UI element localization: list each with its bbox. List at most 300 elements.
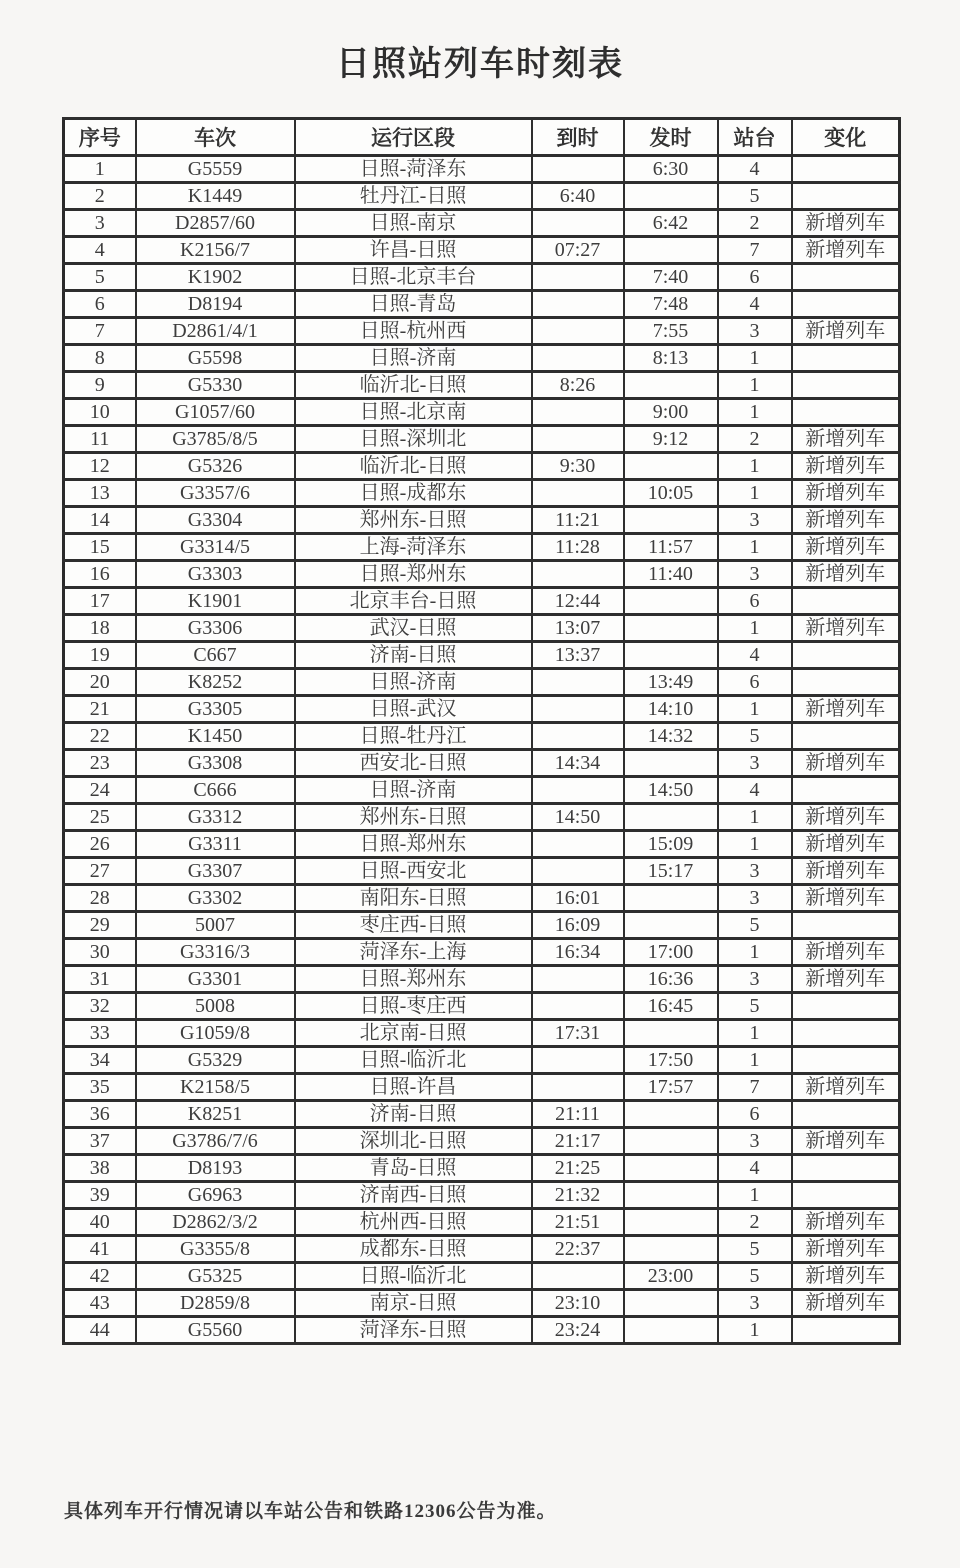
table-row: [64, 291, 900, 318]
table-row: [64, 804, 900, 831]
cell-change: 新增列车: [792, 1290, 900, 1317]
cell-index: 9: [64, 372, 136, 399]
cell-train-no: G3355/8: [136, 1236, 295, 1263]
cell-index: 1: [64, 156, 136, 183]
cell-route: 临沂北-日照: [295, 453, 532, 480]
cell-route: 南京-日照: [295, 1290, 532, 1317]
cell-train-no: K2158/5: [136, 1074, 295, 1101]
cell-arrival: [532, 1074, 624, 1101]
cell-route: 日照-武汉: [295, 696, 532, 723]
cell-route: 枣庄西-日照: [295, 912, 532, 939]
cell-change: [792, 1317, 900, 1344]
cell-arrival: [532, 345, 624, 372]
cell-change: [792, 777, 900, 804]
cell-platform: 5: [718, 183, 792, 210]
cell-index: 10: [64, 399, 136, 426]
table-row: [64, 345, 900, 372]
cell-route: 南阳东-日照: [295, 885, 532, 912]
cell-arrival: 13:37: [532, 642, 624, 669]
table-row: [64, 993, 900, 1020]
cell-departure: 23:00: [624, 1263, 718, 1290]
cell-platform: 1: [718, 615, 792, 642]
cell-departure: [624, 507, 718, 534]
cell-train-no: K1902: [136, 264, 295, 291]
cell-train-no: D2861/4/1: [136, 318, 295, 345]
table-row: [64, 1074, 900, 1101]
cell-change: 新增列车: [792, 1128, 900, 1155]
cell-arrival: [532, 318, 624, 345]
cell-arrival: 17:31: [532, 1020, 624, 1047]
cell-train-no: G5325: [136, 1263, 295, 1290]
cell-platform: 1: [718, 939, 792, 966]
cell-platform: 1: [718, 1020, 792, 1047]
cell-train-no: G3305: [136, 696, 295, 723]
cell-index: 22: [64, 723, 136, 750]
cell-index: 23: [64, 750, 136, 777]
cell-index: 2: [64, 183, 136, 210]
cell-index: 24: [64, 777, 136, 804]
col-header-train-no: 车次: [136, 119, 295, 156]
table-row: [64, 372, 900, 399]
cell-train-no: G5329: [136, 1047, 295, 1074]
cell-change: [792, 345, 900, 372]
cell-index: 40: [64, 1209, 136, 1236]
cell-route: 日照-临沂北: [295, 1047, 532, 1074]
cell-route: 日照-北京丰台: [295, 264, 532, 291]
cell-platform: 7: [718, 237, 792, 264]
cell-train-no: G3786/7/6: [136, 1128, 295, 1155]
cell-departure: 9:00: [624, 399, 718, 426]
cell-departure: 11:57: [624, 534, 718, 561]
cell-departure: [624, 912, 718, 939]
cell-train-no: K8251: [136, 1101, 295, 1128]
cell-index: 3: [64, 210, 136, 237]
cell-departure: [624, 1182, 718, 1209]
cell-index: 32: [64, 993, 136, 1020]
table-row: [64, 453, 900, 480]
cell-route: 杭州西-日照: [295, 1209, 532, 1236]
col-header-index: 序号: [64, 119, 136, 156]
cell-route: 日照-南京: [295, 210, 532, 237]
cell-departure: [624, 372, 718, 399]
cell-arrival: [532, 831, 624, 858]
table-row: [64, 399, 900, 426]
cell-train-no: C666: [136, 777, 295, 804]
cell-train-no: D2859/8: [136, 1290, 295, 1317]
cell-train-no: K1901: [136, 588, 295, 615]
cell-arrival: 11:28: [532, 534, 624, 561]
cell-departure: 7:48: [624, 291, 718, 318]
cell-platform: 2: [718, 1209, 792, 1236]
cell-change: 新增列车: [792, 615, 900, 642]
cell-route: 日照-济南: [295, 669, 532, 696]
cell-index: 13: [64, 480, 136, 507]
cell-change: [792, 993, 900, 1020]
cell-arrival: [532, 1047, 624, 1074]
table-row: [64, 1236, 900, 1263]
cell-departure: [624, 804, 718, 831]
cell-platform: 3: [718, 561, 792, 588]
cell-route: 郑州东-日照: [295, 804, 532, 831]
cell-train-no: G5560: [136, 1317, 295, 1344]
cell-arrival: 6:40: [532, 183, 624, 210]
cell-departure: [624, 1020, 718, 1047]
table-row: [64, 858, 900, 885]
cell-departure: [624, 750, 718, 777]
page-title: 日照站列车时刻表: [336, 44, 624, 84]
cell-route: 上海-菏泽东: [295, 534, 532, 561]
cell-arrival: 8:26: [532, 372, 624, 399]
cell-index: 36: [64, 1101, 136, 1128]
cell-departure: 7:40: [624, 264, 718, 291]
cell-route: 武汉-日照: [295, 615, 532, 642]
cell-train-no: G5330: [136, 372, 295, 399]
cell-change: 新增列车: [792, 426, 900, 453]
cell-arrival: [532, 561, 624, 588]
cell-departure: [624, 453, 718, 480]
cell-index: 4: [64, 237, 136, 264]
cell-train-no: K2156/7: [136, 237, 295, 264]
cell-index: 16: [64, 561, 136, 588]
cell-route: 日照-济南: [295, 345, 532, 372]
cell-departure: [624, 1209, 718, 1236]
cell-index: 20: [64, 669, 136, 696]
cell-change: 新增列车: [792, 885, 900, 912]
cell-departure: [624, 1236, 718, 1263]
cell-arrival: 14:34: [532, 750, 624, 777]
cell-index: 37: [64, 1128, 136, 1155]
cell-departure: 14:50: [624, 777, 718, 804]
cell-index: 15: [64, 534, 136, 561]
table-row: [64, 1182, 900, 1209]
cell-departure: 8:13: [624, 345, 718, 372]
table-row: [64, 669, 900, 696]
cell-change: [792, 183, 900, 210]
table-body: [64, 156, 900, 1344]
table-row: [64, 561, 900, 588]
table-row: [64, 1020, 900, 1047]
table-row: [64, 1128, 900, 1155]
cell-platform: 3: [718, 507, 792, 534]
cell-arrival: [532, 1263, 624, 1290]
cell-train-no: G3357/6: [136, 480, 295, 507]
cell-route: 郑州东-日照: [295, 507, 532, 534]
cell-route: 深圳北-日照: [295, 1128, 532, 1155]
cell-train-no: D8194: [136, 291, 295, 318]
cell-train-no: G3316/3: [136, 939, 295, 966]
cell-change: [792, 912, 900, 939]
cell-index: 42: [64, 1263, 136, 1290]
cell-platform: 5: [718, 723, 792, 750]
cell-change: 新增列车: [792, 453, 900, 480]
cell-platform: 6: [718, 669, 792, 696]
cell-change: 新增列车: [792, 1209, 900, 1236]
cell-route: 成都东-日照: [295, 1236, 532, 1263]
cell-train-no: G3314/5: [136, 534, 295, 561]
cell-train-no: C667: [136, 642, 295, 669]
cell-platform: 3: [718, 1290, 792, 1317]
cell-platform: 5: [718, 993, 792, 1020]
cell-train-no: D2857/60: [136, 210, 295, 237]
cell-train-no: G3303: [136, 561, 295, 588]
cell-change: 新增列车: [792, 534, 900, 561]
table-row: [64, 966, 900, 993]
cell-platform: 3: [718, 885, 792, 912]
table-row: [64, 696, 900, 723]
cell-route: 北京南-日照: [295, 1020, 532, 1047]
cell-route: 牡丹江-日照: [295, 183, 532, 210]
cell-index: 6: [64, 291, 136, 318]
cell-departure: 16:36: [624, 966, 718, 993]
cell-change: 新增列车: [792, 696, 900, 723]
table-row: [64, 507, 900, 534]
table-row: [64, 210, 900, 237]
cell-index: 43: [64, 1290, 136, 1317]
table-row: [64, 588, 900, 615]
cell-train-no: K8252: [136, 669, 295, 696]
cell-platform: 7: [718, 1074, 792, 1101]
cell-departure: 13:49: [624, 669, 718, 696]
train-timetable: [62, 117, 901, 1345]
cell-arrival: 12:44: [532, 588, 624, 615]
cell-change: [792, 642, 900, 669]
cell-index: 11: [64, 426, 136, 453]
cell-arrival: [532, 399, 624, 426]
table-row: [64, 723, 900, 750]
cell-train-no: 5007: [136, 912, 295, 939]
col-header-platform: 站台: [718, 119, 792, 156]
cell-route: 日照-北京南: [295, 399, 532, 426]
cell-departure: 6:30: [624, 156, 718, 183]
cell-route: 日照-杭州西: [295, 318, 532, 345]
cell-index: 39: [64, 1182, 136, 1209]
cell-departure: [624, 588, 718, 615]
cell-platform: 6: [718, 264, 792, 291]
cell-change: [792, 723, 900, 750]
cell-index: 27: [64, 858, 136, 885]
cell-platform: 1: [718, 345, 792, 372]
cell-change: [792, 372, 900, 399]
cell-change: 新增列车: [792, 804, 900, 831]
cell-platform: 3: [718, 966, 792, 993]
cell-arrival: 16:01: [532, 885, 624, 912]
cell-platform: 4: [718, 291, 792, 318]
cell-train-no: G3311: [136, 831, 295, 858]
cell-train-no: G5326: [136, 453, 295, 480]
cell-arrival: [532, 696, 624, 723]
cell-route: 青岛-日照: [295, 1155, 532, 1182]
cell-platform: 1: [718, 453, 792, 480]
cell-platform: 3: [718, 858, 792, 885]
cell-arrival: 14:50: [532, 804, 624, 831]
header-row: [64, 119, 900, 156]
cell-arrival: [532, 426, 624, 453]
cell-departure: 9:12: [624, 426, 718, 453]
cell-train-no: K1450: [136, 723, 295, 750]
cell-departure: [624, 615, 718, 642]
cell-change: [792, 1155, 900, 1182]
cell-train-no: G3307: [136, 858, 295, 885]
cell-route: 日照-临沂北: [295, 1263, 532, 1290]
cell-change: 新增列车: [792, 1074, 900, 1101]
cell-train-no: G1059/8: [136, 1020, 295, 1047]
cell-train-no: G3308: [136, 750, 295, 777]
cell-change: 新增列车: [792, 966, 900, 993]
cell-index: 5: [64, 264, 136, 291]
cell-change: [792, 588, 900, 615]
table-row: [64, 1317, 900, 1344]
cell-change: [792, 669, 900, 696]
cell-change: [792, 1020, 900, 1047]
cell-index: 25: [64, 804, 136, 831]
table-row: [64, 939, 900, 966]
cell-route: 日照-济南: [295, 777, 532, 804]
cell-platform: 1: [718, 534, 792, 561]
cell-platform: 1: [718, 696, 792, 723]
cell-change: 新增列车: [792, 750, 900, 777]
cell-arrival: [532, 210, 624, 237]
cell-index: 33: [64, 1020, 136, 1047]
cell-change: [792, 399, 900, 426]
cell-route: 日照-深圳北: [295, 426, 532, 453]
cell-arrival: 21:17: [532, 1128, 624, 1155]
cell-route: 日照-郑州东: [295, 561, 532, 588]
col-header-route: 运行区段: [295, 119, 532, 156]
cell-route: 菏泽东-日照: [295, 1317, 532, 1344]
cell-platform: 1: [718, 1047, 792, 1074]
cell-departure: [624, 183, 718, 210]
cell-arrival: 16:09: [532, 912, 624, 939]
table-row: [64, 264, 900, 291]
table-row: [64, 1101, 900, 1128]
cell-index: 7: [64, 318, 136, 345]
cell-index: 17: [64, 588, 136, 615]
cell-route: 日照-郑州东: [295, 966, 532, 993]
cell-arrival: [532, 480, 624, 507]
cell-arrival: [532, 966, 624, 993]
cell-index: 19: [64, 642, 136, 669]
cell-departure: 6:42: [624, 210, 718, 237]
cell-route: 日照-郑州东: [295, 831, 532, 858]
cell-change: 新增列车: [792, 831, 900, 858]
cell-train-no: G3785/8/5: [136, 426, 295, 453]
cell-route: 日照-许昌: [295, 1074, 532, 1101]
cell-train-no: G5559: [136, 156, 295, 183]
cell-route: 济南-日照: [295, 1101, 532, 1128]
cell-departure: [624, 885, 718, 912]
cell-departure: 15:09: [624, 831, 718, 858]
cell-departure: [624, 1128, 718, 1155]
cell-index: 44: [64, 1317, 136, 1344]
cell-platform: 6: [718, 588, 792, 615]
cell-departure: [624, 1101, 718, 1128]
cell-platform: 5: [718, 912, 792, 939]
cell-change: 新增列车: [792, 507, 900, 534]
cell-departure: 17:00: [624, 939, 718, 966]
cell-route: 临沂北-日照: [295, 372, 532, 399]
table-row: [64, 534, 900, 561]
cell-departure: [624, 642, 718, 669]
cell-train-no: D8193: [136, 1155, 295, 1182]
cell-change: [792, 1047, 900, 1074]
cell-arrival: [532, 669, 624, 696]
cell-train-no: K1449: [136, 183, 295, 210]
cell-arrival: 22:37: [532, 1236, 624, 1263]
cell-index: 14: [64, 507, 136, 534]
table-row: [64, 237, 900, 264]
cell-arrival: 9:30: [532, 453, 624, 480]
cell-arrival: [532, 291, 624, 318]
cell-route: 西安北-日照: [295, 750, 532, 777]
cell-index: 21: [64, 696, 136, 723]
cell-platform: 4: [718, 642, 792, 669]
cell-route: 日照-菏泽东: [295, 156, 532, 183]
cell-platform: 1: [718, 372, 792, 399]
cell-platform: 1: [718, 804, 792, 831]
cell-arrival: [532, 264, 624, 291]
cell-platform: 1: [718, 831, 792, 858]
cell-change: [792, 1182, 900, 1209]
table-row: [64, 885, 900, 912]
cell-arrival: [532, 858, 624, 885]
cell-arrival: 16:34: [532, 939, 624, 966]
col-header-arrival: 到时: [532, 119, 624, 156]
cell-departure: 10:05: [624, 480, 718, 507]
cell-train-no: G3301: [136, 966, 295, 993]
cell-platform: 2: [718, 426, 792, 453]
table-row: [64, 831, 900, 858]
cell-platform: 6: [718, 1101, 792, 1128]
cell-route: 日照-青岛: [295, 291, 532, 318]
cell-train-no: G3312: [136, 804, 295, 831]
table-row: [64, 318, 900, 345]
cell-route: 北京丰台-日照: [295, 588, 532, 615]
cell-train-no: G3302: [136, 885, 295, 912]
cell-route: 济南西-日照: [295, 1182, 532, 1209]
cell-platform: 5: [718, 1263, 792, 1290]
cell-change: [792, 291, 900, 318]
cell-index: 30: [64, 939, 136, 966]
table-row: [64, 1263, 900, 1290]
table-row: [64, 1290, 900, 1317]
cell-index: 34: [64, 1047, 136, 1074]
cell-train-no: 5008: [136, 993, 295, 1020]
cell-arrival: 11:21: [532, 507, 624, 534]
cell-change: 新增列车: [792, 939, 900, 966]
cell-change: 新增列车: [792, 561, 900, 588]
cell-route: 许昌-日照: [295, 237, 532, 264]
cell-route: 日照-成都东: [295, 480, 532, 507]
cell-arrival: 07:27: [532, 237, 624, 264]
cell-platform: 2: [718, 210, 792, 237]
cell-change: 新增列车: [792, 318, 900, 345]
col-header-departure: 发时: [624, 119, 718, 156]
cell-index: 38: [64, 1155, 136, 1182]
col-header-change: 变化: [792, 119, 900, 156]
table-row: [64, 642, 900, 669]
cell-platform: 4: [718, 1155, 792, 1182]
cell-platform: 3: [718, 1128, 792, 1155]
cell-departure: 15:17: [624, 858, 718, 885]
cell-platform: 4: [718, 156, 792, 183]
cell-departure: 17:50: [624, 1047, 718, 1074]
cell-departure: [624, 237, 718, 264]
cell-index: 29: [64, 912, 136, 939]
cell-departure: 17:57: [624, 1074, 718, 1101]
cell-index: 26: [64, 831, 136, 858]
cell-departure: 11:40: [624, 561, 718, 588]
cell-platform: 1: [718, 1182, 792, 1209]
